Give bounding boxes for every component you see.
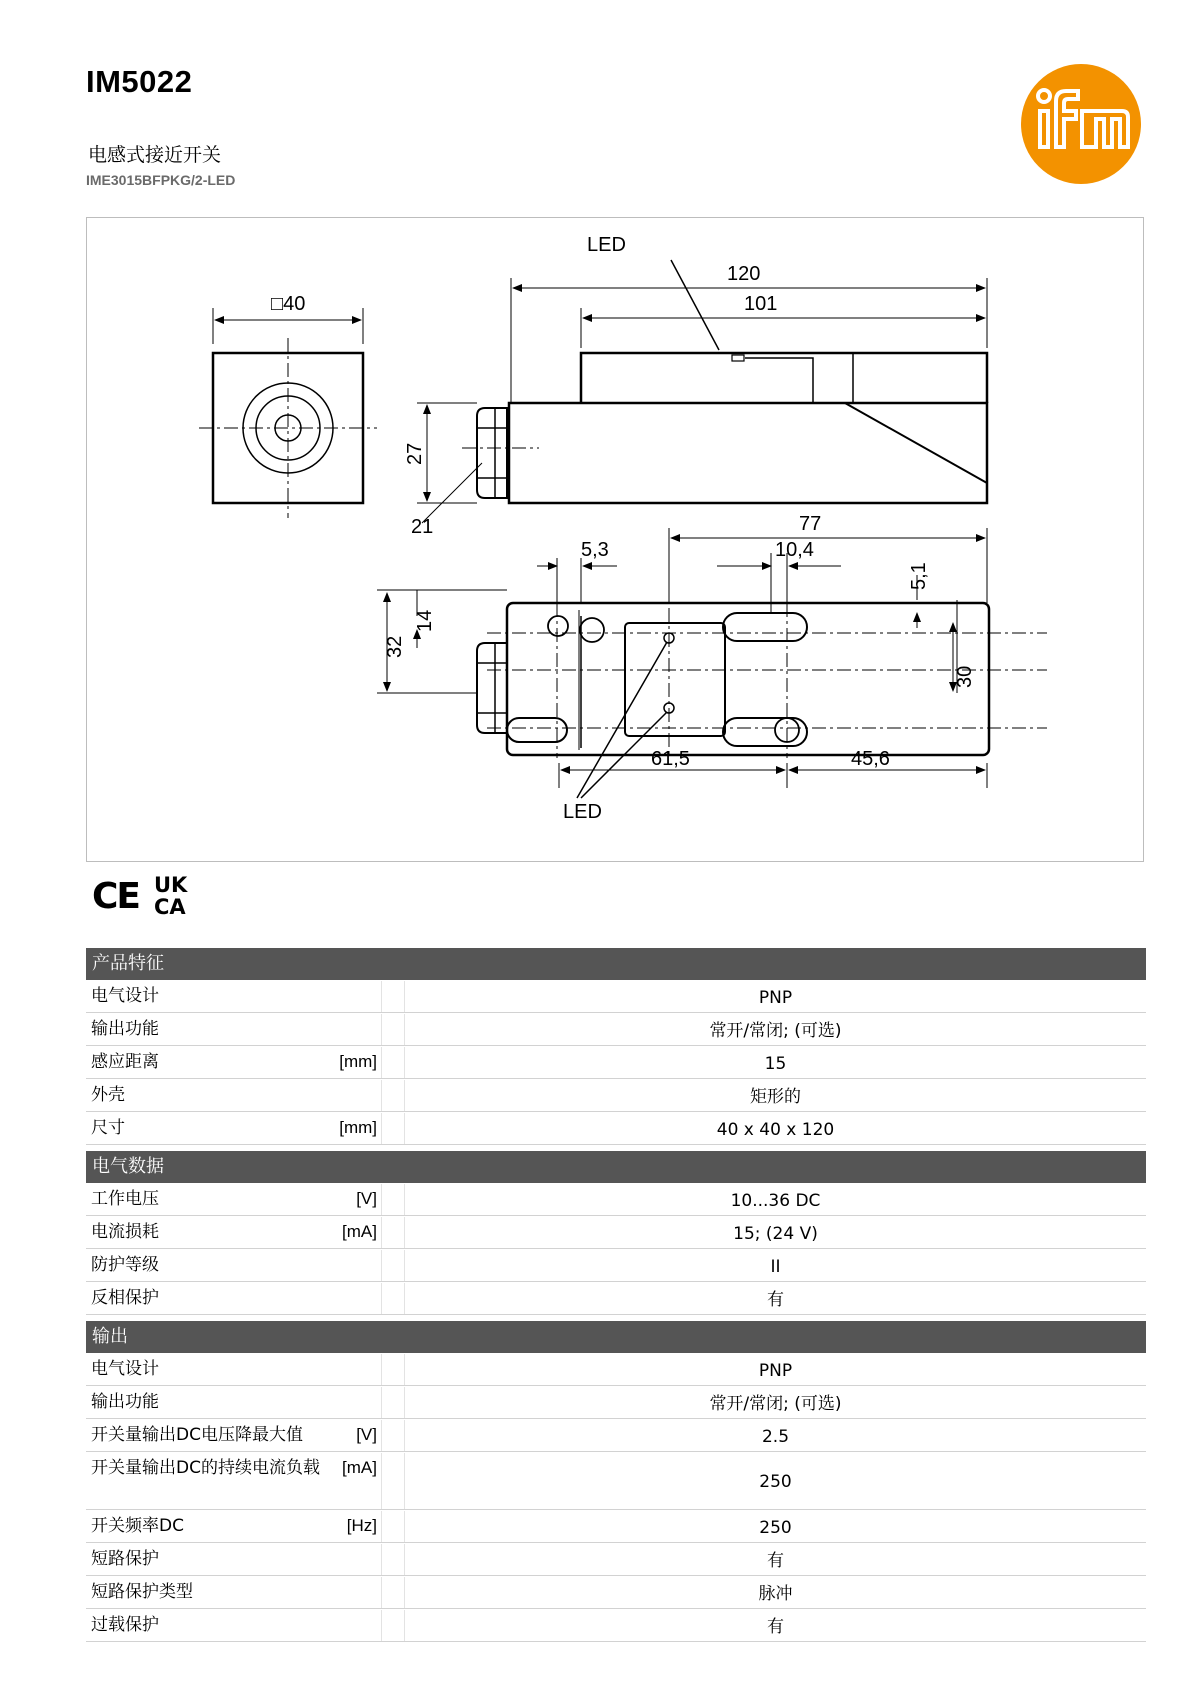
spec-label: 输出功能 (91, 1019, 159, 1039)
spec-value: 10...36 DC (404, 1184, 1146, 1215)
spec-value: 矩形的 (404, 1080, 1146, 1111)
spec-row (86, 1250, 1146, 1282)
spec-unit: [Hz] (346, 1516, 377, 1535)
spec-label: 开关频率DC (91, 1516, 184, 1536)
spec-row (86, 1283, 1146, 1315)
spec-label: 工作电压 (91, 1189, 159, 1209)
product-code: IME3015BFPKG/2-LED (86, 172, 236, 188)
page-title: IM5022 (86, 64, 193, 99)
label-dim-32: 32 (384, 635, 406, 658)
spec-label-cell (86, 1080, 382, 1111)
spec-unit: [mA] (342, 1458, 377, 1477)
spec-row (86, 981, 1146, 1013)
spec-row (86, 1354, 1146, 1386)
spec-row (86, 1420, 1146, 1452)
spec-row (86, 1080, 1146, 1112)
label-dim-5-1: 5,1 (908, 562, 930, 590)
spec-row (86, 1113, 1146, 1145)
label-dim-21: 21 (411, 516, 434, 538)
ukca-mark-bottom: CA (154, 895, 186, 919)
label-dim-101: 101 (744, 293, 778, 315)
spec-value: PNP (404, 981, 1146, 1012)
ukca-mark-top: UK (154, 873, 188, 897)
label-led-bottom: LED (563, 801, 602, 823)
spec-value: 常开/常闭; (可选) (404, 1014, 1146, 1045)
spec-label-cell (86, 1250, 382, 1281)
spec-value: 40 x 40 x 120 (404, 1113, 1146, 1144)
spec-label: 防护等级 (91, 1255, 159, 1275)
spec-label-cell (86, 1184, 382, 1215)
spec-label-cell (86, 1387, 382, 1418)
spec-label-cell (86, 1420, 382, 1451)
spec-row (86, 1511, 1146, 1543)
spec-label: 开关量输出DC的持续电流负载 (91, 1458, 320, 1478)
section-header: 产品特征 (86, 948, 1146, 980)
label-dim-sq40: □40 (271, 293, 306, 315)
spec-label-cell (86, 1511, 382, 1542)
product-subtitle: 电感式接近开关 (88, 144, 222, 166)
spec-value: 2.5 (404, 1420, 1146, 1451)
spec-row (86, 1217, 1146, 1249)
spec-label: 反相保护 (91, 1288, 159, 1308)
spec-label-cell (86, 1610, 382, 1641)
spec-label-cell (86, 1113, 382, 1144)
spec-label: 感应距离 (91, 1052, 159, 1072)
spec-row (86, 1453, 1146, 1510)
label-dim-27: 27 (404, 442, 426, 465)
label-led-top: LED (587, 234, 626, 256)
section-header: 电气数据 (86, 1151, 1146, 1183)
spec-value: 250 (404, 1453, 1146, 1509)
dimension-drawing (86, 217, 1144, 862)
spec-label: 开关量输出DC电压降最大值 (91, 1425, 303, 1445)
label-dim-120: 120 (727, 263, 761, 285)
spec-label-cell (86, 1047, 382, 1078)
label-dim-77: 77 (799, 513, 822, 535)
spec-label: 电气设计 (91, 1359, 159, 1379)
spec-value: PNP (404, 1354, 1146, 1385)
spec-label-cell (86, 981, 382, 1012)
spec-value: 15; (24 V) (404, 1217, 1146, 1248)
spec-unit: [V] (356, 1425, 377, 1444)
spec-row (86, 1387, 1146, 1419)
spec-label: 电流损耗 (91, 1222, 159, 1242)
label-dim-45-6: 45,6 (851, 748, 890, 770)
section-header: 输出 (86, 1321, 1146, 1353)
spec-row (86, 1014, 1146, 1046)
spec-label: 输出功能 (91, 1392, 159, 1412)
spec-unit: [mA] (342, 1222, 377, 1241)
spec-table (86, 948, 1146, 1637)
spec-label: 短路保护 (91, 1549, 159, 1569)
spec-label-cell (86, 1354, 382, 1385)
certification-marks (92, 872, 202, 920)
spec-row (86, 1544, 1146, 1576)
spec-label-cell (86, 1283, 382, 1314)
spec-unit: [V] (356, 1189, 377, 1208)
spec-value: 有 (404, 1610, 1146, 1641)
label-dim-30: 30 (954, 665, 976, 688)
spec-label-cell (86, 1014, 382, 1045)
label-dim-14: 14 (414, 609, 436, 632)
spec-label-cell (86, 1577, 382, 1608)
spec-value: 脉冲 (404, 1577, 1146, 1608)
spec-label: 过载保护 (91, 1615, 159, 1635)
spec-row (86, 1610, 1146, 1642)
spec-row (86, 1047, 1146, 1079)
spec-unit: [mm] (339, 1118, 377, 1137)
label-dim-10-4: 10,4 (775, 539, 814, 561)
spec-value: 250 (404, 1511, 1146, 1542)
spec-label: 尺寸 (91, 1118, 125, 1138)
spec-value: 有 (404, 1544, 1146, 1575)
spec-label: 电气设计 (91, 986, 159, 1006)
spec-value: 15 (404, 1047, 1146, 1078)
spec-row (86, 1184, 1146, 1216)
spec-value: II (404, 1250, 1146, 1281)
label-dim-61-5: 61,5 (651, 748, 690, 770)
spec-label: 短路保护类型 (91, 1582, 193, 1602)
spec-value: 有 (404, 1283, 1146, 1314)
spec-unit: [mm] (339, 1052, 377, 1071)
ifm-logo (1020, 63, 1142, 185)
ce-mark: CE (92, 876, 140, 917)
spec-label-cell (86, 1453, 382, 1509)
spec-label-cell (86, 1217, 382, 1248)
spec-label-cell (86, 1544, 382, 1575)
spec-row (86, 1577, 1146, 1609)
label-dim-5-3: 5,3 (581, 539, 609, 561)
spec-label: 外壳 (91, 1085, 125, 1105)
technical-drawing-svg (87, 218, 1145, 863)
spec-value: 常开/常闭; (可选) (404, 1387, 1146, 1418)
